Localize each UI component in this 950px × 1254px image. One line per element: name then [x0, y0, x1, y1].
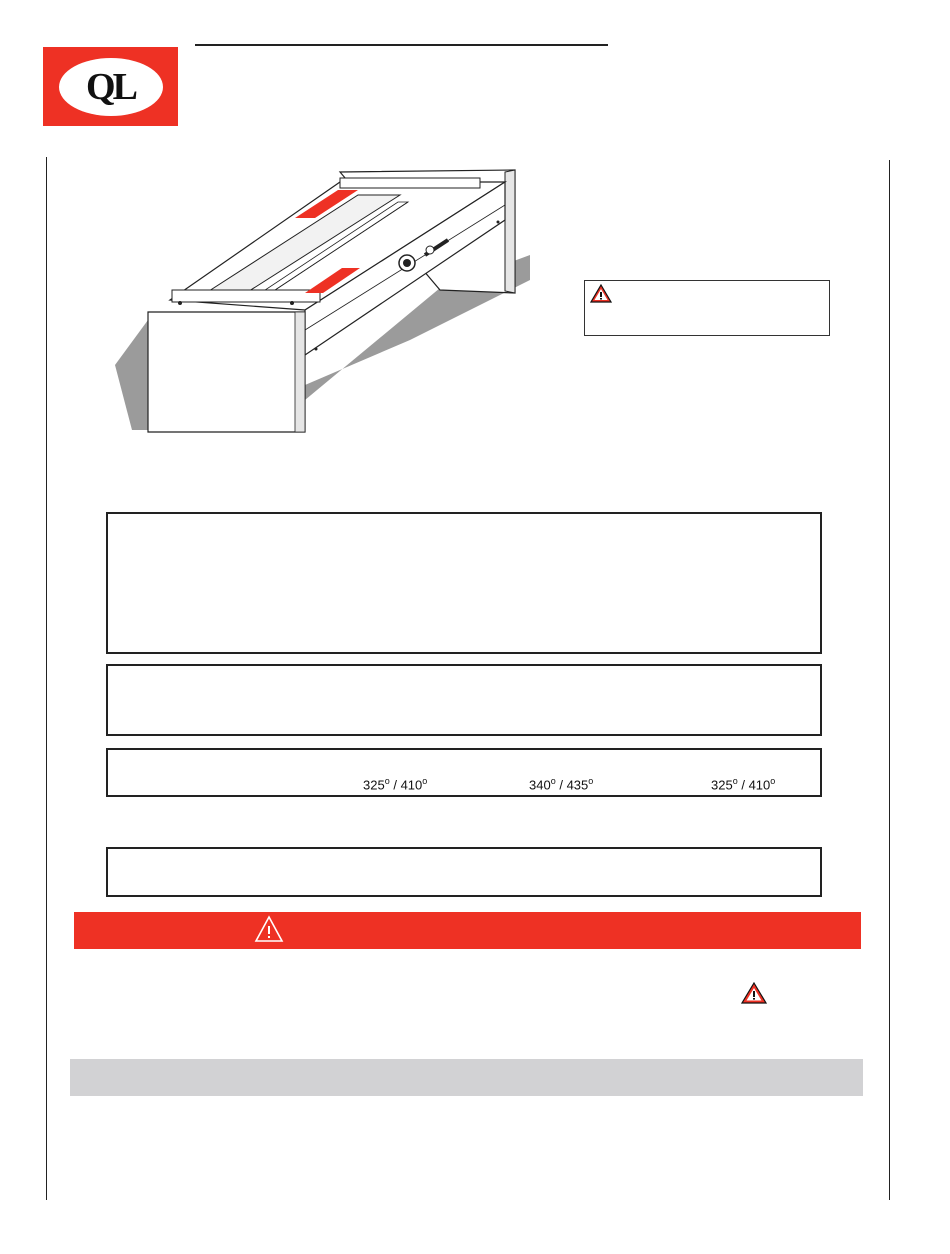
- logo-oval: [59, 58, 163, 116]
- left-margin-rule: [46, 157, 47, 1200]
- instruction-box-2: [106, 664, 822, 736]
- header-rule: [195, 44, 608, 46]
- temperature-value-3: 325$^o$ / 410$^o$: [711, 776, 776, 793]
- warning-triangle-icon: [590, 284, 612, 303]
- temperature-value-2: 340$^o$ / 435$^o$: [529, 776, 594, 793]
- temperature-settings-box: [106, 748, 822, 797]
- caution-callout-box: [584, 280, 830, 336]
- brand-logo: [43, 47, 178, 126]
- logo-text: QL: [86, 65, 135, 108]
- warning-triangle-icon: [741, 982, 767, 1004]
- instruction-box-3: [106, 847, 822, 897]
- product-illustration: [110, 160, 530, 435]
- warning-triangle-icon: [254, 915, 284, 943]
- instruction-box-1: [106, 512, 822, 654]
- temperature-value-1: 325$^o$ / 410$^o$: [363, 776, 428, 793]
- right-margin-rule: [889, 160, 890, 1200]
- warning-banner: [74, 912, 861, 949]
- note-banner: [70, 1059, 863, 1096]
